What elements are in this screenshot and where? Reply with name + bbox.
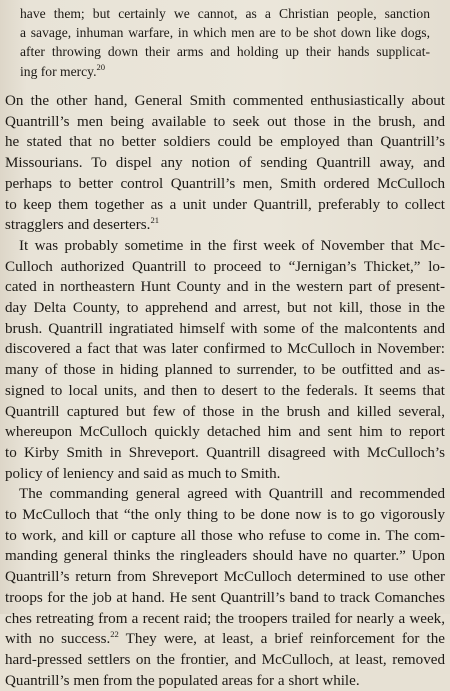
text-span: stragglers and deserters. — [5, 217, 151, 234]
footnote-ref: 21 — [150, 215, 160, 226]
body-text — [5, 91, 445, 691]
text-line: On the other hand, General Smith commented enthusiastically about — [5, 93, 445, 109]
text-line: Quantrill captured but few of those in the brush and killed several, — [5, 403, 445, 420]
text-line: to keep them together as a unit under Quantrill, preferably to collect — [5, 196, 445, 213]
text-line: Missourians. To dispel any notion of sending Quantrill away, and — [5, 155, 445, 172]
footnote-ref: 22 — [110, 629, 119, 640]
text-line: signed to local units, and then to desert to the federals. It seems that — [5, 382, 445, 399]
quote-line: a savage, inhuman warfare, in which men are to be shot down like dogs, — [20, 25, 430, 41]
quote-line: after throwing down their arms and holding up their hands supplicat- — [20, 44, 430, 60]
text-line: brush. Quantrill ingratiated himself with some of the malcontents and — [5, 320, 445, 337]
text-line: he stated that no better soldiers could be employed than Quantrill’s — [5, 134, 445, 151]
text-line: perhaps to better control Quantrill’s men, Smith ordered McCulloch — [5, 175, 445, 192]
text-line: The commanding general agreed with Quantrill and recommended — [19, 486, 445, 503]
text-line — [5, 215, 445, 236]
text-line: ches retreating from a recent raid; the troopers trailed for nearly a week, — [5, 610, 445, 627]
text-line: discovered a fact that was later confirmed to McCulloch in November: — [5, 341, 445, 358]
text-line: many of those in hiding planned to surrender, to be outfitted and as- — [5, 362, 445, 379]
text-line — [5, 629, 445, 650]
text-line: whereupon McCulloch quickly detached him and sent him to report — [5, 424, 445, 441]
text-line: day Delta County, to apprehend and arrest, but not kill, those in the — [5, 300, 445, 317]
text-line: Quantrill’s men from the populated areas for a short while. — [5, 672, 360, 689]
text-line: Culloch authorized Quantrill to proceed to “Jernigan’s Thicket,” lo- — [5, 258, 445, 275]
text-line: Quantrill’s men being available to seek out those in the brush, and — [5, 113, 445, 130]
text-span: with no success. — [5, 631, 111, 648]
text-line: troops for the job at hand. He sent Quantrill’s band to track Comanches — [5, 589, 445, 606]
text-line: manding general thinks the ringleaders should have no quarter.” Upon — [5, 548, 445, 565]
text-line: hard-pressed settlers on the frontier, and McCulloch, at least, removed — [5, 651, 445, 668]
text-line: to work, and kill or capture all those who refuse to come in. The com- — [5, 527, 445, 544]
footnote-ref: 20 — [96, 61, 106, 72]
text-span: They were, at least, a brief reinforcement for the — [118, 631, 445, 648]
text-line: policy of leniency and said as much to Smith. — [5, 465, 281, 482]
text-line: It was probably sometime in the first week of November that Mc- — [19, 237, 445, 254]
block-quote — [20, 4, 430, 81]
text-line: Quantrill’s return from Shreveport McCulloch determined to use other — [5, 569, 445, 586]
text-line: to Kirby Smith in Shreveport. Quantrill disagreed with McCulloch’s — [5, 444, 445, 461]
quote-text: ing for mercy. — [20, 63, 97, 79]
text-line: cated in northeastern Hunt County and in the western part of present- — [5, 279, 445, 296]
quote-line — [20, 62, 430, 81]
quote-line: have them; but certainly we cannot, as a Christian people, sanction — [20, 6, 430, 21]
text-line: to McCulloch that “the only thing to be done now is to go vigorously — [5, 507, 445, 524]
